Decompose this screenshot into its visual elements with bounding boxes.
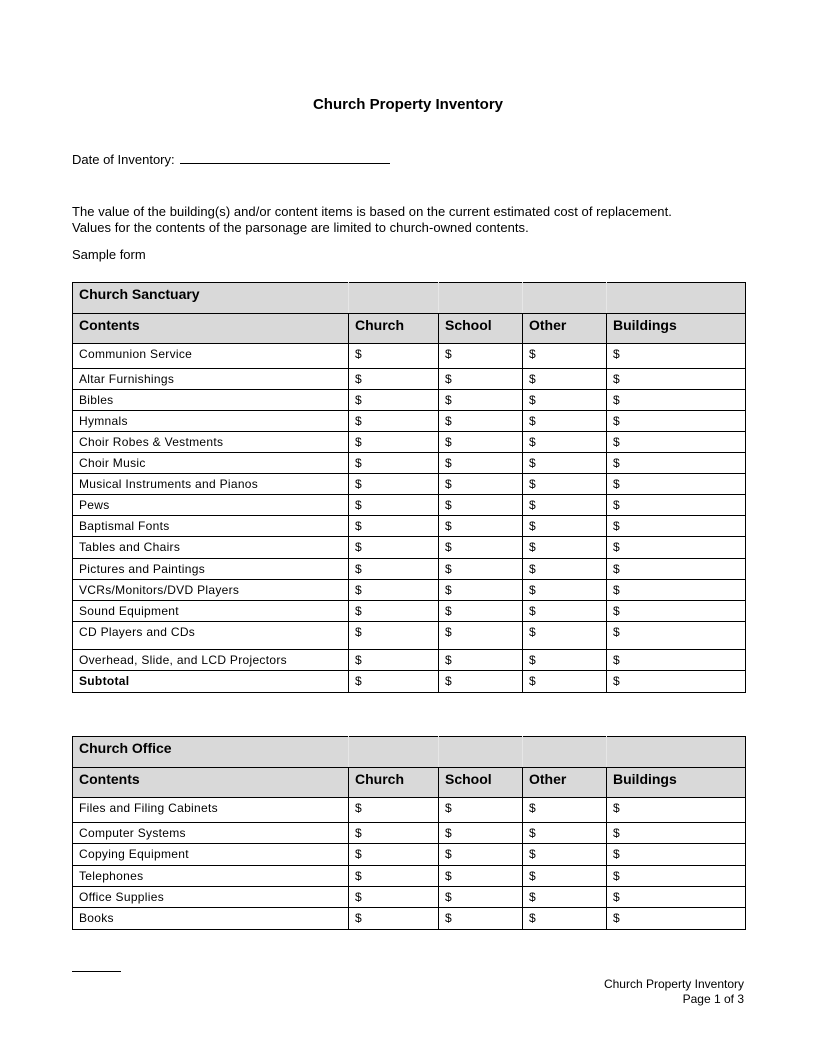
item-label: VCRs/Monitors/DVD Players xyxy=(73,580,349,601)
church-value-cell[interactable]: $ xyxy=(349,908,439,930)
item-label: Pews xyxy=(73,495,349,516)
table-row xyxy=(73,844,746,866)
table-row xyxy=(73,580,746,601)
other-value-cell[interactable]: $ xyxy=(523,580,607,601)
other-value-cell[interactable]: $ xyxy=(523,908,607,930)
school-value-cell[interactable]: $ xyxy=(439,844,523,866)
table-row xyxy=(73,495,746,516)
church-value-cell[interactable]: $ xyxy=(349,344,439,369)
item-label: Files and Filing Cabinets xyxy=(73,798,349,823)
item-label: Hymnals xyxy=(73,411,349,432)
table-row xyxy=(73,908,746,930)
school-value-cell[interactable]: $ xyxy=(439,453,523,474)
sample-form-label: Sample form xyxy=(72,247,146,262)
footnote-rule xyxy=(72,971,121,972)
table-row xyxy=(73,866,746,887)
table-row xyxy=(73,369,746,390)
church-value-cell[interactable]: $ xyxy=(349,601,439,622)
church-value-cell[interactable]: $ xyxy=(349,390,439,411)
item-label: Sound Equipment xyxy=(73,601,349,622)
table-row xyxy=(73,537,746,559)
other-value-cell[interactable]: $ xyxy=(523,344,607,369)
item-label: Computer Systems xyxy=(73,823,349,844)
church-value-cell[interactable]: $ xyxy=(349,798,439,823)
other-value-cell[interactable]: $ xyxy=(523,432,607,453)
buildings-value-cell[interactable]: $ xyxy=(607,474,746,495)
sanctuary-table xyxy=(72,282,746,693)
date-of-inventory xyxy=(72,150,390,167)
intro-paragraph xyxy=(72,204,672,236)
intro-line-2: Values for the contents of the parsonage are limited to church-owned contents. xyxy=(72,220,529,235)
table-row xyxy=(73,411,746,432)
page-footer xyxy=(604,977,744,1007)
school-value-cell[interactable]: $ xyxy=(439,671,523,693)
church-value-cell[interactable]: $ xyxy=(349,650,439,671)
buildings-value-cell[interactable]: $ xyxy=(607,823,746,844)
school-value-cell[interactable]: $ xyxy=(439,823,523,844)
section-title: Church Office xyxy=(73,737,349,768)
school-value-cell[interactable]: $ xyxy=(439,411,523,432)
school-value-cell[interactable]: $ xyxy=(439,650,523,671)
item-label: Baptismal Fonts xyxy=(73,516,349,537)
item-label: Altar Furnishings xyxy=(73,369,349,390)
church-value-cell[interactable]: $ xyxy=(349,411,439,432)
item-label: CD Players and CDs xyxy=(73,622,349,650)
church-value-cell[interactable]: $ xyxy=(349,369,439,390)
section-header-row xyxy=(73,737,746,768)
school-value-cell[interactable]: $ xyxy=(439,390,523,411)
school-value-cell[interactable]: $ xyxy=(439,516,523,537)
table-row xyxy=(73,887,746,908)
other-value-cell[interactable]: $ xyxy=(523,844,607,866)
other-value-cell[interactable]: $ xyxy=(523,622,607,650)
item-rows xyxy=(73,798,746,930)
table-row xyxy=(73,823,746,844)
buildings-value-cell[interactable]: $ xyxy=(607,559,746,580)
other-value-cell[interactable]: $ xyxy=(523,887,607,908)
church-value-cell[interactable]: $ xyxy=(349,580,439,601)
col-church: Church xyxy=(349,768,439,798)
other-value-cell[interactable]: $ xyxy=(523,474,607,495)
document-title: Church Property Inventory xyxy=(312,96,504,113)
buildings-value-cell[interactable]: $ xyxy=(607,537,746,559)
item-label: Communion Service xyxy=(73,344,349,369)
table-row xyxy=(73,622,746,650)
school-value-cell[interactable]: $ xyxy=(439,866,523,887)
other-value-cell[interactable]: $ xyxy=(523,453,607,474)
other-value-cell[interactable]: $ xyxy=(523,495,607,516)
church-value-cell[interactable]: $ xyxy=(349,453,439,474)
col-buildings: Buildings xyxy=(607,314,746,344)
school-value-cell[interactable]: $ xyxy=(439,495,523,516)
buildings-value-cell[interactable]: $ xyxy=(607,601,746,622)
table-row xyxy=(73,432,746,453)
buildings-value-cell[interactable]: $ xyxy=(607,495,746,516)
buildings-value-cell[interactable]: $ xyxy=(607,580,746,601)
school-value-cell[interactable]: $ xyxy=(439,601,523,622)
item-label: Books xyxy=(73,908,349,930)
col-church: Church xyxy=(349,314,439,344)
buildings-value-cell[interactable]: $ xyxy=(607,453,746,474)
church-value-cell[interactable]: $ xyxy=(349,537,439,559)
col-contents: Contents xyxy=(73,768,349,798)
item-label: Tables and Chairs xyxy=(73,537,349,559)
other-value-cell[interactable]: $ xyxy=(523,671,607,693)
table-row xyxy=(73,390,746,411)
buildings-value-cell[interactable]: $ xyxy=(607,908,746,930)
buildings-value-cell[interactable]: $ xyxy=(607,432,746,453)
page-number: Page 1 of 3 xyxy=(682,992,744,1006)
item-label: Bibles xyxy=(73,390,349,411)
church-value-cell[interactable]: $ xyxy=(349,432,439,453)
buildings-value-cell[interactable]: $ xyxy=(607,844,746,866)
date-blank-line[interactable] xyxy=(180,150,390,164)
date-label: Date of Inventory: xyxy=(72,152,175,167)
table-row xyxy=(73,559,746,580)
church-value-cell[interactable]: $ xyxy=(349,887,439,908)
buildings-value-cell[interactable]: $ xyxy=(607,344,746,369)
col-school: School xyxy=(439,768,523,798)
school-value-cell[interactable]: $ xyxy=(439,369,523,390)
footer-title: Church Property Inventory xyxy=(603,977,744,991)
item-rows xyxy=(73,344,746,693)
section-header-row xyxy=(73,283,746,314)
other-value-cell[interactable]: $ xyxy=(523,601,607,622)
subtotal-row xyxy=(73,671,746,693)
col-school: School xyxy=(439,314,523,344)
school-value-cell[interactable]: $ xyxy=(439,798,523,823)
school-value-cell[interactable]: $ xyxy=(439,887,523,908)
table-row xyxy=(73,516,746,537)
table-row xyxy=(73,650,746,671)
school-value-cell[interactable]: $ xyxy=(439,474,523,495)
item-label: Choir Robes & Vestments xyxy=(73,432,349,453)
school-value-cell[interactable]: $ xyxy=(439,432,523,453)
office-table xyxy=(72,736,746,930)
other-value-cell[interactable]: $ xyxy=(523,411,607,432)
col-other: Other xyxy=(523,314,607,344)
buildings-value-cell[interactable]: $ xyxy=(607,798,746,823)
intro-line-1: The value of the building(s) and/or content items is based on the current estimated cost of replacement. xyxy=(72,204,672,219)
item-label: Copying Equipment xyxy=(73,844,349,866)
item-label: Musical Instruments and Pianos xyxy=(73,474,349,495)
other-value-cell[interactable]: $ xyxy=(523,823,607,844)
col-contents: Contents xyxy=(73,314,349,344)
col-other: Other xyxy=(523,768,607,798)
church-value-cell[interactable]: $ xyxy=(349,559,439,580)
table-row xyxy=(73,798,746,823)
item-label: Overhead, Slide, and LCD Projectors xyxy=(73,650,349,671)
buildings-value-cell[interactable]: $ xyxy=(607,411,746,432)
column-header-row xyxy=(73,768,746,798)
item-label: Subtotal xyxy=(73,671,349,693)
buildings-value-cell[interactable]: $ xyxy=(607,650,746,671)
church-value-cell[interactable]: $ xyxy=(349,622,439,650)
table-row xyxy=(73,344,746,369)
other-value-cell[interactable]: $ xyxy=(523,390,607,411)
church-value-cell[interactable]: $ xyxy=(349,823,439,844)
item-label: Pictures and Paintings xyxy=(73,559,349,580)
school-value-cell[interactable]: $ xyxy=(439,559,523,580)
buildings-value-cell[interactable]: $ xyxy=(607,516,746,537)
buildings-value-cell[interactable]: $ xyxy=(607,671,746,693)
other-value-cell[interactable]: $ xyxy=(523,537,607,559)
other-value-cell[interactable]: $ xyxy=(523,866,607,887)
other-value-cell[interactable]: $ xyxy=(523,798,607,823)
other-value-cell[interactable]: $ xyxy=(523,516,607,537)
buildings-value-cell[interactable]: $ xyxy=(607,390,746,411)
section-title: Church Sanctuary xyxy=(73,283,349,314)
buildings-value-cell[interactable]: $ xyxy=(607,866,746,887)
church-value-cell[interactable]: $ xyxy=(349,866,439,887)
column-header-row xyxy=(73,314,746,344)
buildings-value-cell[interactable]: $ xyxy=(607,622,746,650)
item-label: Choir Music xyxy=(73,453,349,474)
item-label: Office Supplies xyxy=(73,887,349,908)
school-value-cell[interactable]: $ xyxy=(439,908,523,930)
item-label: Telephones xyxy=(73,866,349,887)
school-value-cell[interactable]: $ xyxy=(439,580,523,601)
school-value-cell[interactable]: $ xyxy=(439,344,523,369)
table-row xyxy=(73,453,746,474)
church-value-cell[interactable]: $ xyxy=(349,671,439,693)
school-value-cell[interactable]: $ xyxy=(439,537,523,559)
table-row xyxy=(73,601,746,622)
church-value-cell[interactable]: $ xyxy=(349,516,439,537)
buildings-value-cell[interactable]: $ xyxy=(607,887,746,908)
church-value-cell[interactable]: $ xyxy=(349,474,439,495)
buildings-value-cell[interactable]: $ xyxy=(607,369,746,390)
school-value-cell[interactable]: $ xyxy=(439,622,523,650)
church-value-cell[interactable]: $ xyxy=(349,844,439,866)
other-value-cell[interactable]: $ xyxy=(523,559,607,580)
other-value-cell[interactable]: $ xyxy=(523,650,607,671)
other-value-cell[interactable]: $ xyxy=(523,369,607,390)
col-buildings: Buildings xyxy=(607,768,746,798)
table-row xyxy=(73,474,746,495)
church-value-cell[interactable]: $ xyxy=(349,495,439,516)
